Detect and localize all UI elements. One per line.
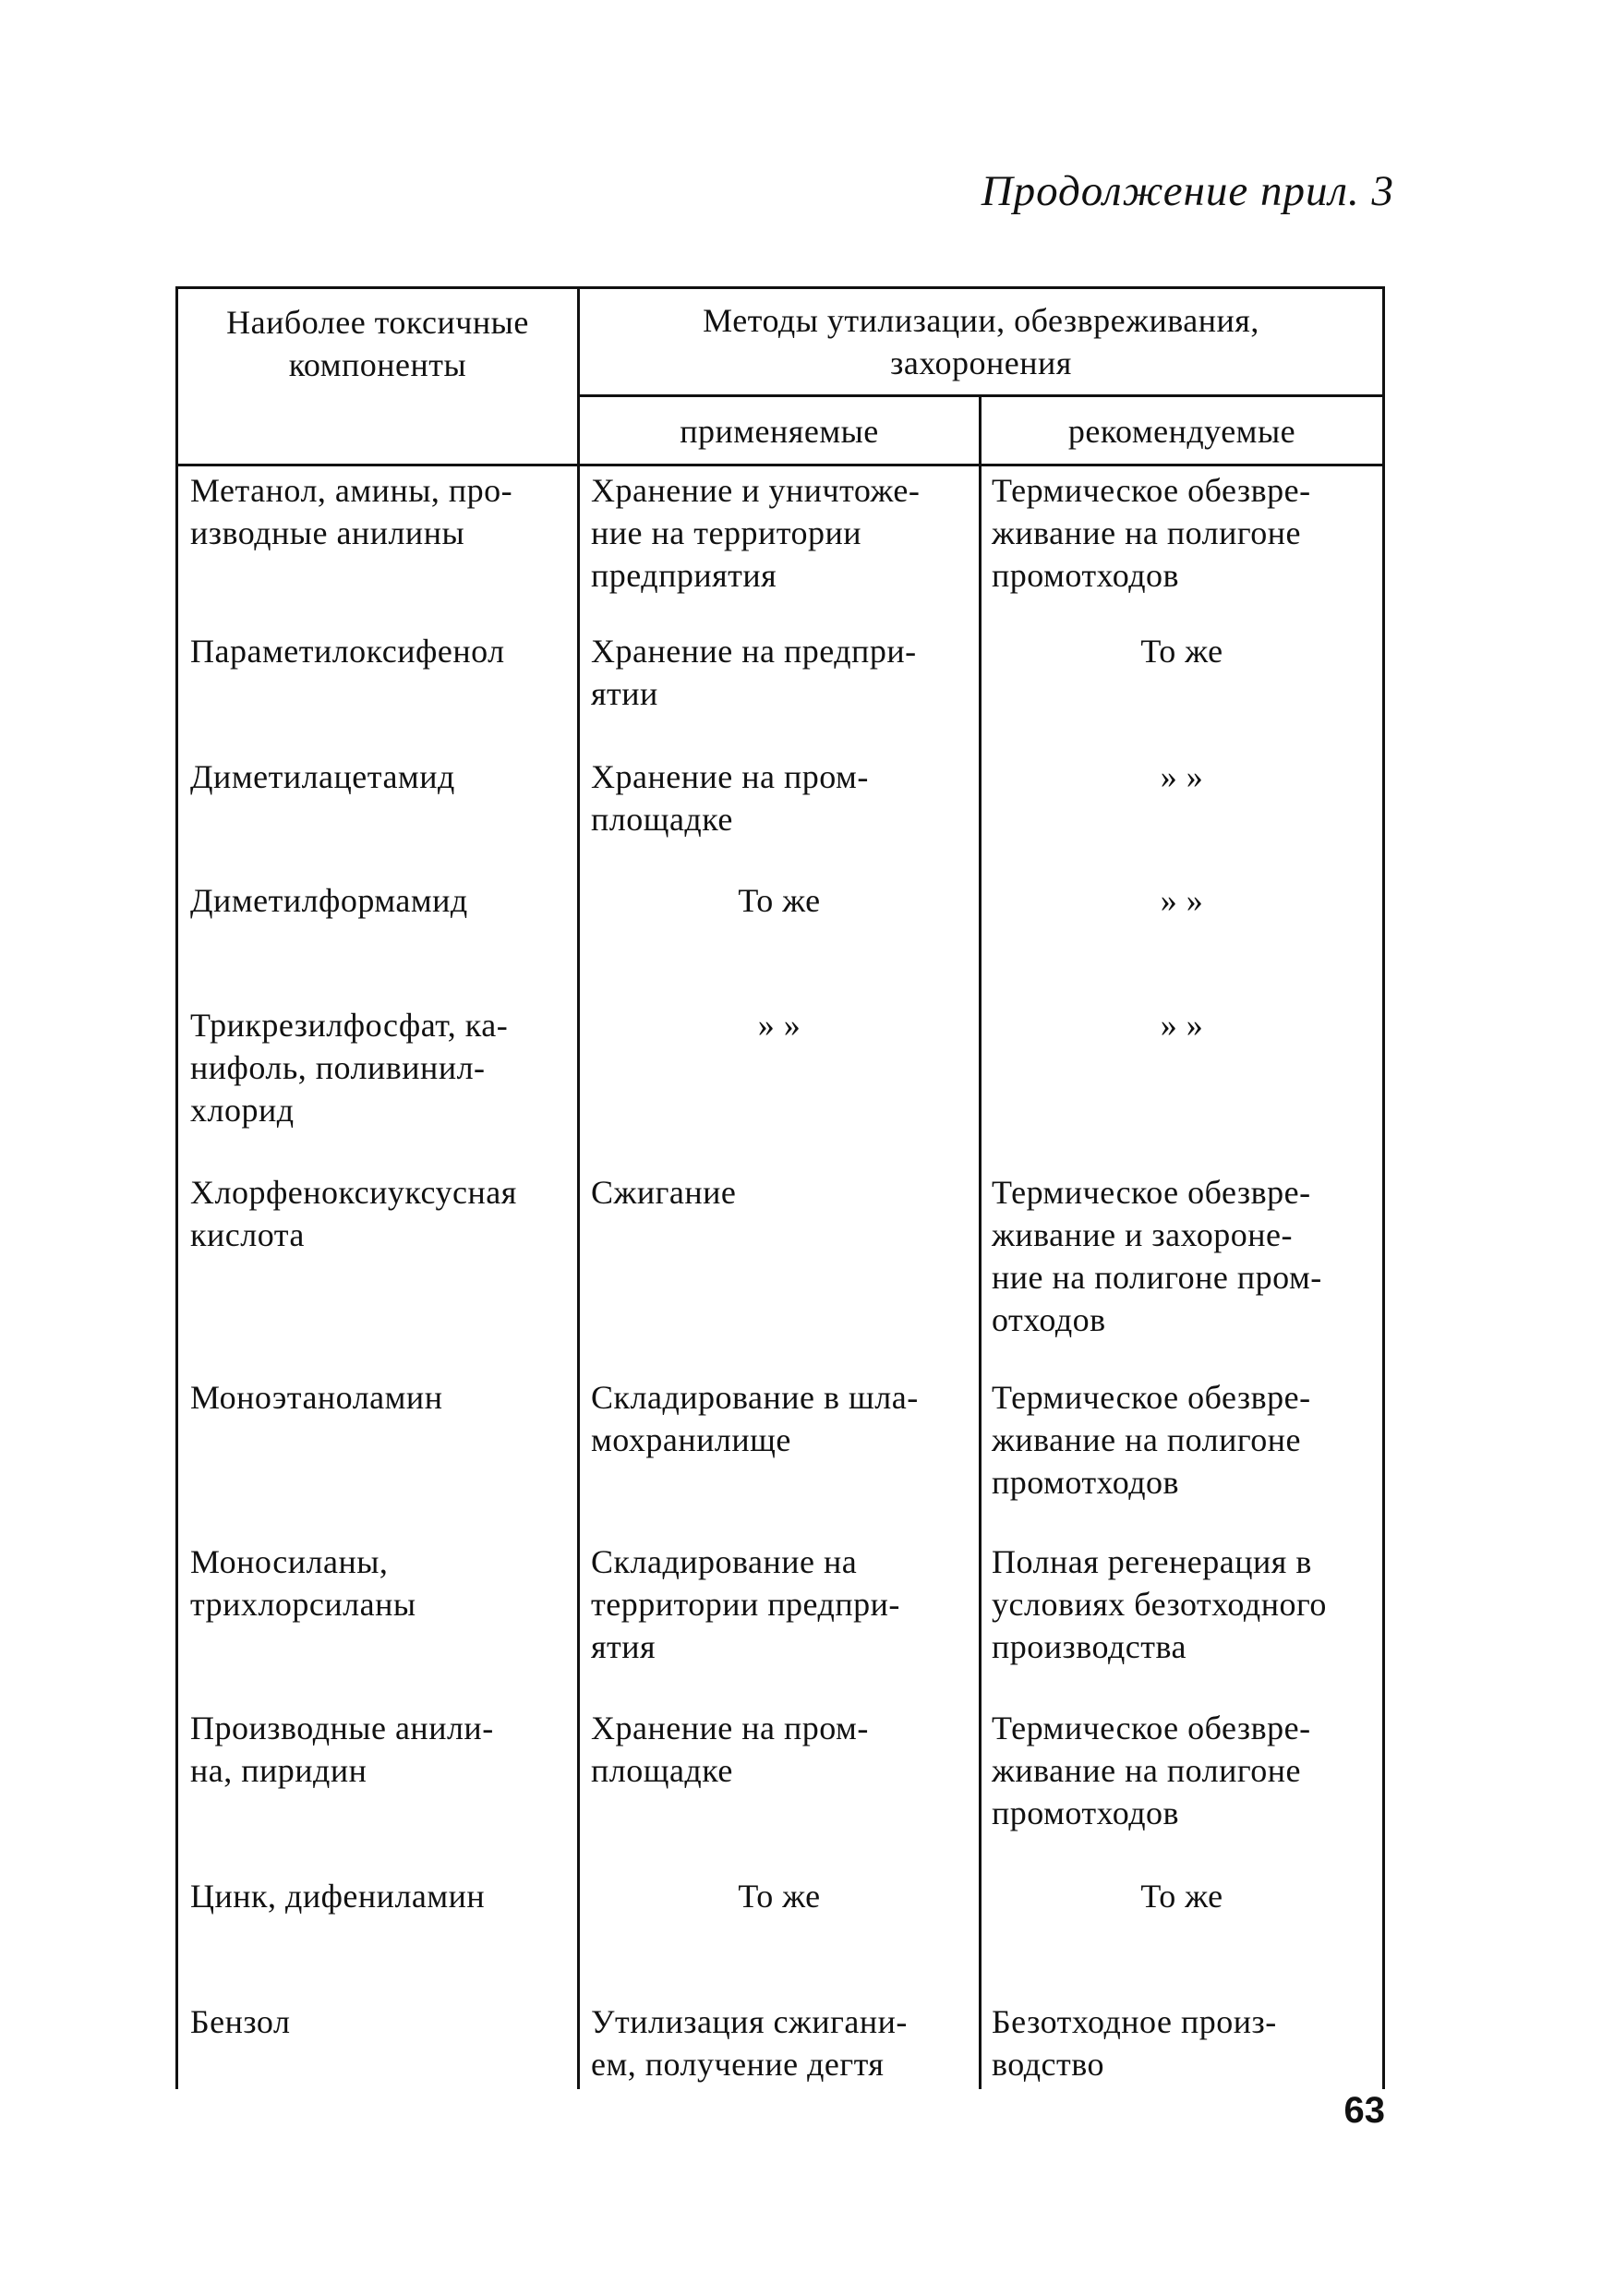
- table-cell-component: Диметилформамид: [190, 882, 468, 919]
- table-cell-component: Диметилацетамид: [190, 758, 455, 795]
- table-cell-recommended: » »: [1160, 882, 1204, 919]
- table-cell-applied: Хранение и уничтоже- ние на территории предприятия: [591, 472, 921, 594]
- toxic-components-table: [175, 286, 1385, 2089]
- table-cell-applied: То же: [738, 882, 821, 919]
- page-caption: Продолжение прил. 3: [981, 167, 1394, 215]
- table-cell-recommended: Полная регенерация в условиях безотходного производства: [992, 1543, 1327, 1665]
- table-cell-applied: Хранение на пром- площадке: [591, 758, 869, 838]
- table-cell-applied: Хранение на пром- площадке: [591, 1710, 869, 1789]
- table-cell-component: Параметилоксифенол: [190, 633, 505, 670]
- table-cell-component: Метанол, амины, про- изводные анилины: [190, 472, 513, 551]
- header-methods: Методы утилизации, обезвреживания, захоронения: [703, 302, 1259, 381]
- table-cell-component: Хлорфеноксиуксусная кислота: [190, 1174, 517, 1253]
- column-divider-1: [577, 286, 580, 2089]
- header-components: Наиболее токсичные компоненты: [226, 304, 529, 383]
- table-cell-component: Бензол: [190, 2003, 291, 2040]
- header-applied: применяемые: [680, 413, 879, 450]
- table-right-border: [1382, 286, 1385, 2089]
- table-cell-applied: Складирование на территории предпри- ятия: [591, 1543, 900, 1665]
- table-cell-applied: Хранение на предпри- ятии: [591, 633, 917, 712]
- table-left-border: [175, 286, 178, 2089]
- table-cell-applied: Сжигание: [591, 1174, 737, 1211]
- table-cell-recommended: » »: [1160, 1007, 1204, 1044]
- table-cell-recommended: Термическое обезвре- живание и захороне- ние на полигоне пром- отходов: [992, 1174, 1322, 1338]
- header-bottom-border: [175, 464, 1385, 466]
- table-cell-component: Моноэтаноламин: [190, 1379, 443, 1416]
- table-cell-recommended: Термическое обезвре- живание на полигоне промотходов: [992, 472, 1311, 594]
- table-cell-applied: Утилизация сжигани- ем, получение дегтя: [591, 2003, 908, 2083]
- table-top-border: [175, 286, 1385, 289]
- table-cell-recommended: То же: [1140, 1878, 1223, 1915]
- table-cell-applied: » »: [757, 1007, 801, 1044]
- table-cell-recommended: То же: [1140, 633, 1223, 670]
- page-number: 63: [1343, 2090, 1385, 2131]
- table-cell-component: Моносиланы, трихлорсиланы: [190, 1543, 416, 1623]
- table-cell-recommended: Термическое обезвре- живание на полигоне промотходов: [992, 1379, 1311, 1501]
- table-cell-applied: То же: [738, 1878, 821, 1915]
- table-cell-applied: Складирование в шла- мохранилище: [591, 1379, 919, 1458]
- header-recommended: рекомендуемые: [1067, 413, 1296, 450]
- table-cell-recommended: Термическое обезвре- живание на полигоне промотходов: [992, 1710, 1311, 1831]
- table-cell-component: Цинк, дифениламин: [190, 1878, 486, 1915]
- table-cell-component: Производные анили- на, пиридин: [190, 1710, 494, 1789]
- table-cell-component: Трикрезилфосфат, ка- нифоль, поливинил- хлорид: [190, 1007, 509, 1129]
- table-cell-recommended: Безотходное произ- водство: [992, 2003, 1277, 2083]
- table-cell-recommended: » »: [1160, 758, 1204, 795]
